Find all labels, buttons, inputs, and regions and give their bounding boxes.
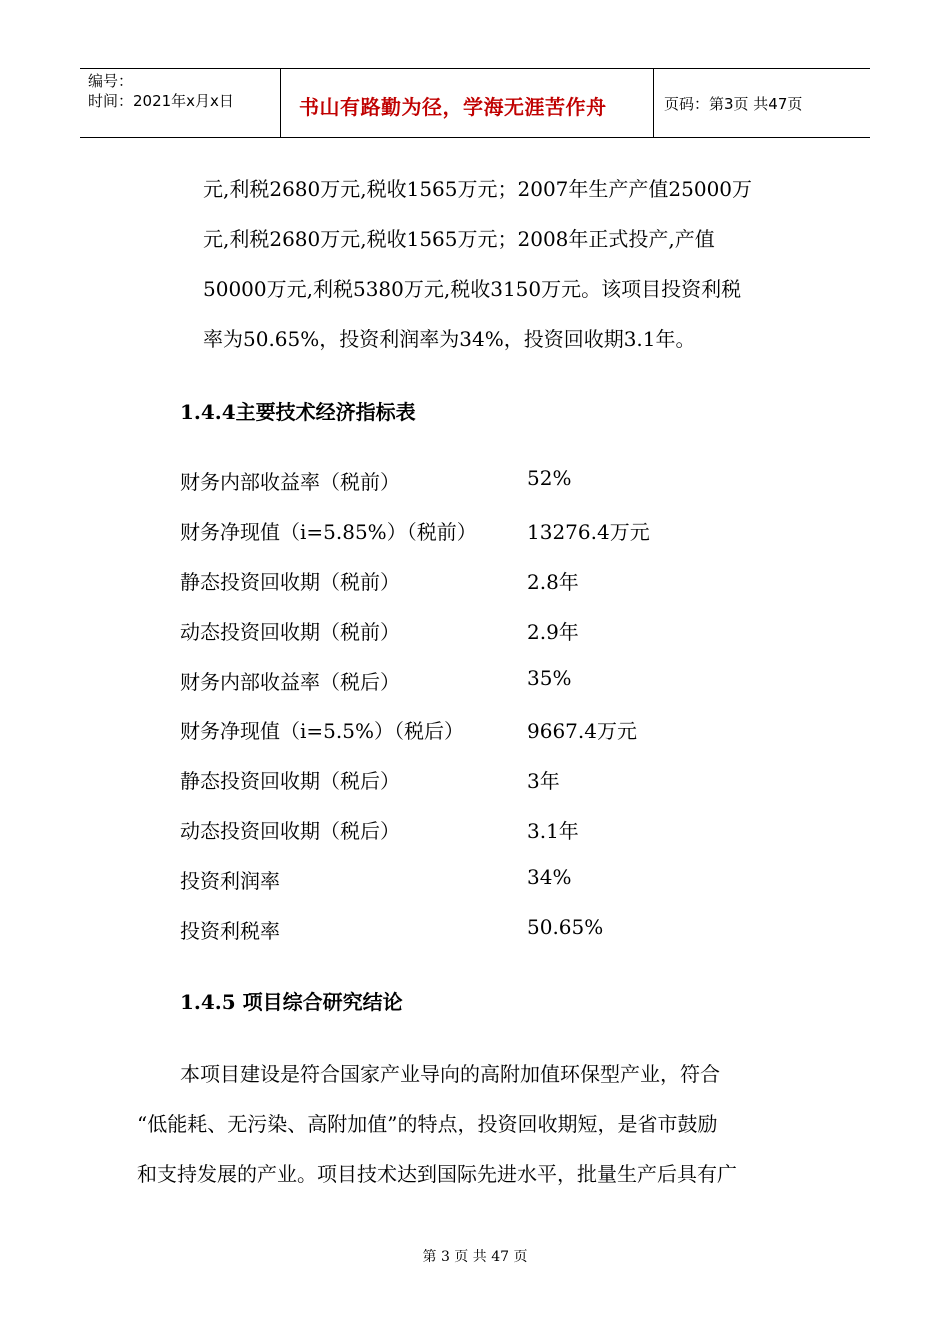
indicator-value: 2.8年 (527, 570, 579, 594)
header-page-info: 页码：第3页 共47页 (664, 95, 803, 113)
indicator-label: 财务净现值（i=5.5%）（税后） (180, 719, 464, 743)
indicator-value: 2.9年 (527, 620, 579, 644)
indicator-label: 动态投资回收期（税后） (180, 819, 400, 843)
section-heading-1-4-4: 1.4.4主要技术经济指标表 (180, 400, 416, 424)
header-meta-cell (80, 69, 281, 137)
indicator-value: 3.1年 (527, 819, 579, 843)
section-heading-1-4-5: 1.4.5 项目综合研究结论 (180, 990, 403, 1014)
intro-paragraph-line: 元,利税2680万元,税收1565万元；2007年生产产值25000万 (203, 177, 753, 201)
document-number-label: 编号： (88, 72, 134, 90)
header-motto: 书山有路勤为径，学海无涯苦作舟 (299, 95, 607, 119)
indicator-value: 52% (527, 466, 572, 490)
indicator-value: 9667.4万元 (527, 719, 637, 743)
indicator-label: 静态投资回收期（税后） (180, 769, 400, 793)
indicator-value: 3年 (527, 769, 560, 793)
conclusion-paragraph-line: 本项目建设是符合国家产业导向的高附加值环保型产业，符合 (180, 1062, 720, 1086)
intro-paragraph-line: 50000万元,利税5380万元,税收3150万元。该项目投资利税 (203, 277, 742, 301)
indicator-label: 动态投资回收期（税前） (180, 620, 400, 644)
indicator-label: 投资利润率 (180, 869, 280, 893)
indicator-value: 34% (527, 865, 572, 889)
page-header (80, 68, 870, 138)
conclusion-paragraph-line: 和支持发展的产业。项目技术达到国际先进水平，批量生产后具有广 (137, 1162, 737, 1186)
header-motto-cell (281, 69, 654, 137)
indicator-label: 财务净现值（i=5.85%）（税前） (180, 520, 477, 544)
indicator-label: 财务内部收益率（税后） (180, 670, 400, 694)
intro-paragraph-line: 元,利税2680万元,税收1565万元；2008年正式投产,产值 (203, 227, 715, 251)
page-footer: 第 3 页 共 47 页 (422, 1249, 528, 1265)
indicator-label: 财务内部收益率（税前） (180, 470, 400, 494)
intro-paragraph-line: 率为50.65%，投资利润率为34%，投资回收期3.1年。 (203, 327, 696, 351)
indicator-value: 35% (527, 666, 572, 690)
indicator-value: 13276.4万元 (527, 520, 650, 544)
indicator-label: 投资利税率 (180, 919, 280, 943)
conclusion-paragraph-line: “低能耗、无污染、高附加值”的特点，投资回收期短，是省市鼓励 (137, 1112, 718, 1136)
document-date: 时间：2021年x月x日 (88, 92, 234, 110)
header-page-cell (654, 69, 870, 137)
indicator-value: 50.65% (527, 915, 604, 939)
indicator-label: 静态投资回收期（税前） (180, 570, 400, 594)
